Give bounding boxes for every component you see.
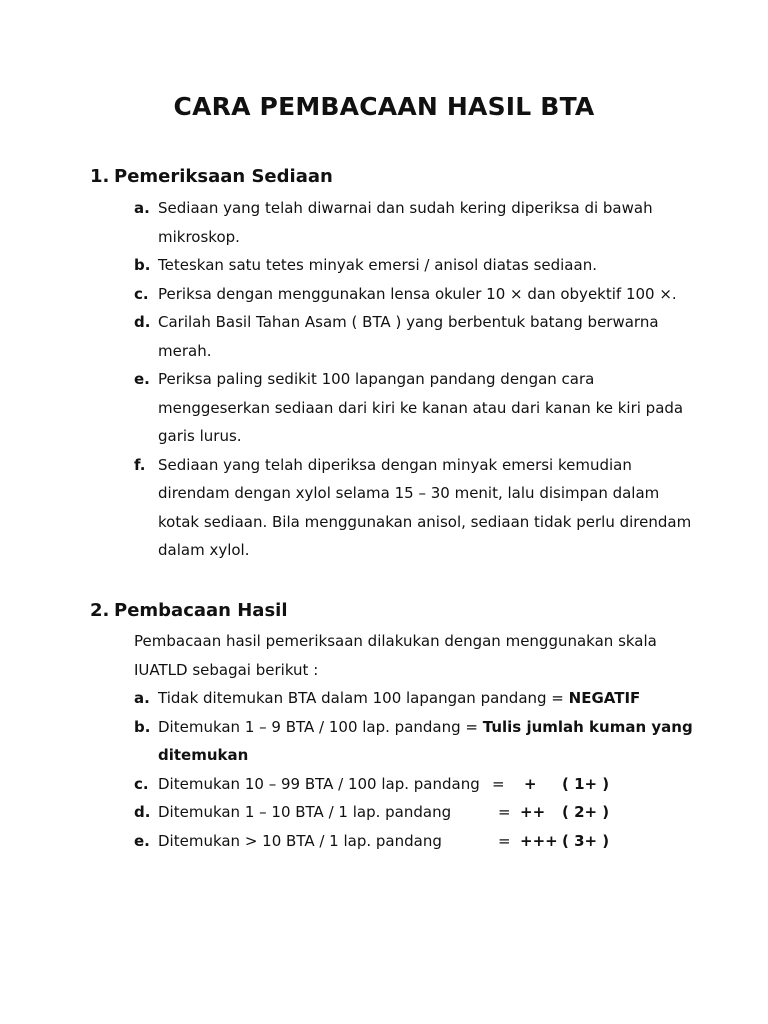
scale-row xyxy=(134,827,694,856)
list-marker: c. xyxy=(134,774,149,793)
section-1-number: 1. xyxy=(90,166,110,187)
section-1-title: Pemeriksaan Sediaan xyxy=(114,166,333,187)
section-1-list xyxy=(134,194,694,565)
section-2-intro: Pembacaan hasil pemeriksaan dilakukan dengan menggunakan skala IUATLD sebagai berikut : xyxy=(134,632,657,679)
list-marker: a. xyxy=(134,689,150,707)
list-marker: c. xyxy=(134,284,149,303)
list-item-text: Teteskan satu tetes minyak emersi / anisol diatas sediaan. xyxy=(158,256,597,274)
scale-row-symbol: +++ xyxy=(520,831,558,850)
list-item xyxy=(134,280,694,309)
list-marker: d. xyxy=(134,803,151,821)
section-2-heading xyxy=(90,600,288,621)
list-item xyxy=(134,194,694,251)
list-item-text: Tidak ditemukan BTA dalam 100 lapangan pandang = xyxy=(158,689,569,707)
scale-row-grade: ( 1+ ) xyxy=(562,774,610,793)
list-item xyxy=(134,713,694,770)
list-item-text: Ditemukan 1 – 9 BTA / 100 lap. pandang = xyxy=(158,717,483,736)
scale-row-grade: ( 3+ ) xyxy=(562,831,610,850)
list-item-text: Periksa paling sedikit 100 lapangan pandang dengan cara menggeserkan sediaan dari kiri ke kanan atau dari kanan ke kiri pada garis lurus. xyxy=(158,370,684,445)
section-2-list xyxy=(134,684,694,855)
list-marker: a. xyxy=(134,199,150,217)
scale-row xyxy=(134,798,694,827)
list-item xyxy=(134,251,694,280)
scale-row-equals: = xyxy=(498,803,511,821)
list-marker: e. xyxy=(134,370,150,388)
scale-row-symbol: + xyxy=(524,774,537,793)
scale-row-equals: = xyxy=(492,774,505,793)
list-item-text: Periksa dengan menggunakan lensa okuler 10 × dan obyektif 100 ×. xyxy=(158,284,677,303)
scale-row-text: Ditemukan 10 – 99 BTA / 100 lap. pandang xyxy=(158,774,480,793)
scale-row-equals: = xyxy=(498,831,511,850)
list-item-text: Sediaan yang telah diwarnai dan sudah kering diperiksa di bawah mikroskop. xyxy=(158,199,653,246)
list-item xyxy=(134,365,694,451)
list-marker: e. xyxy=(134,831,150,850)
list-item xyxy=(134,308,694,365)
section-2-title: Pembacaan Hasil xyxy=(114,600,288,621)
list-item-text: Carilah Basil Tahan Asam ( BTA ) yang berbentuk batang berwarna merah. xyxy=(158,313,659,360)
result-count-instruction: Tulis jumlah kuman yang ditemukan xyxy=(158,717,693,764)
scale-row-text: Ditemukan 1 – 10 BTA / 1 lap. pandang xyxy=(158,803,452,821)
section-1-heading xyxy=(90,166,333,187)
list-marker: f. xyxy=(134,455,146,474)
list-item xyxy=(134,684,694,713)
result-negatif: NEGATIF xyxy=(568,689,641,707)
section-2-number: 2. xyxy=(90,600,110,621)
list-marker: b. xyxy=(134,717,151,736)
list-marker: b. xyxy=(134,256,151,274)
list-marker: d. xyxy=(134,313,151,331)
list-item-text: Sediaan yang telah diperiksa dengan minyak emersi kemudian direndam dengan xylol selama 15 – 30 menit, lalu disimpan dalam kotak sediaan. Bila menggunakan anisol, sediaan tidak perlu direndam dalam xylol. xyxy=(158,455,692,559)
scale-row-grade: ( 2+ ) xyxy=(562,803,610,821)
list-item xyxy=(134,451,694,565)
document-title: CARA PEMBACAAN HASIL BTA xyxy=(173,92,595,121)
scale-row-text: Ditemukan > 10 BTA / 1 lap. pandang xyxy=(158,831,442,850)
scale-row xyxy=(134,770,694,799)
scale-row-symbol: ++ xyxy=(520,803,546,821)
